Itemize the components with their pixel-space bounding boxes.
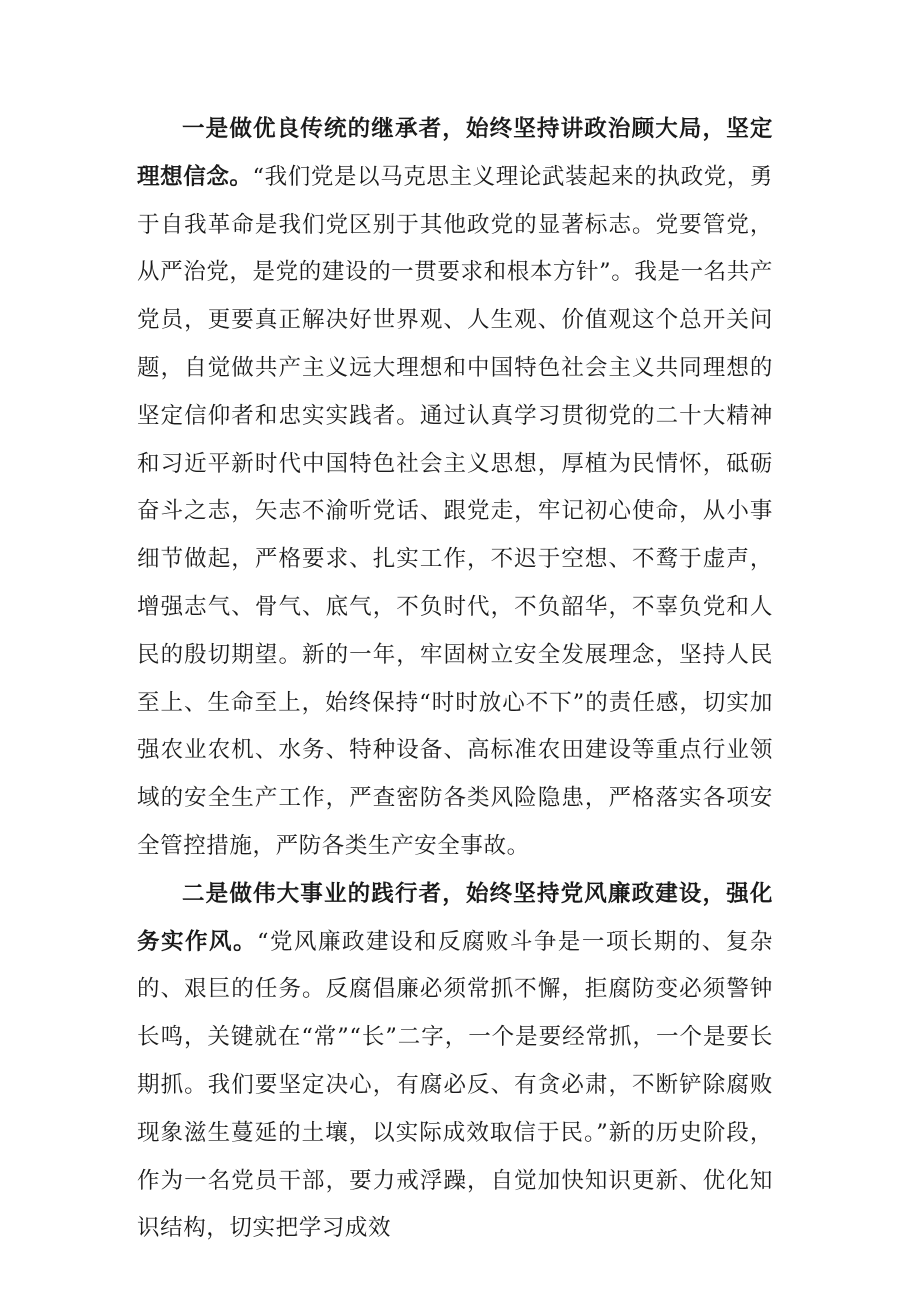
paragraph-1-body: “我们党是以马克思主义理论武装起来的执政党，勇于自我革命是我们党区别于其他政党的显著标志。党要管党，从严治党，是党的建设的一贯要求和根本方针”。我是一名共产党员，更要真正解决好世界观、人生观、价值观这个总开关问题，自觉做共产主义远大理想和中国特色社会主义共同理想的坚定信仰者和忠实实践者。通过认真学习贯彻党的二十大精神和习近平新时代中国特色社会主义思想，厚植为民情怀，砥砺奋斗之志，矢志不渝听党话、跟党走，牢记初心使命，从小事细节做起，严格要求、扎实工作，不迟于空想、不鹜于虚声，增强志气、骨气、底气，不负时代，不负韶华，不辜负党和人民的殷切期望。新的一年，牢固树立安全发展理念，坚持人民至上、生命至上，始终保持“时时放心不下”的责任感，切实加强农业农机、水务、特种设备、高标准农田建设等重点行业领域的安全生产工作，严查密防各类风险隐患，严格落实各项安全管控措施，严防各类生产安全事故。 [137,163,773,859]
paragraph-2-lead: 二是做伟大事业的践行者，始终坚持党风廉政建设，强化务实作风。 [137,880,773,955]
paragraph-1-lead: 一是做优良传统的继承者，始终坚持讲政治顾大局，坚定理想信念。 [137,116,773,190]
document-body [137,106,773,1253]
paragraph-2-body: “党风廉政建设和反腐败斗争是一项长期的、复杂的、艰巨的任务。反腐倡廉必须常抓不懈，拒腐防变必须警钟长鸣，关键就在“常”“长”二字，一个是要经常抓，一个是要长期抓。我们要坚定决心，有腐必反、有贪必肃，不断铲除腐败现象滋生蔓延的土壤，以实际成效取信于民。”新的历史阶段，作为一名党员干部，要力戒浮躁，自觉加快知识更新、优化知识结构，切实把学习成效 [137,928,773,1242]
paragraph-2 [137,871,773,1253]
paragraph-1 [137,106,773,871]
